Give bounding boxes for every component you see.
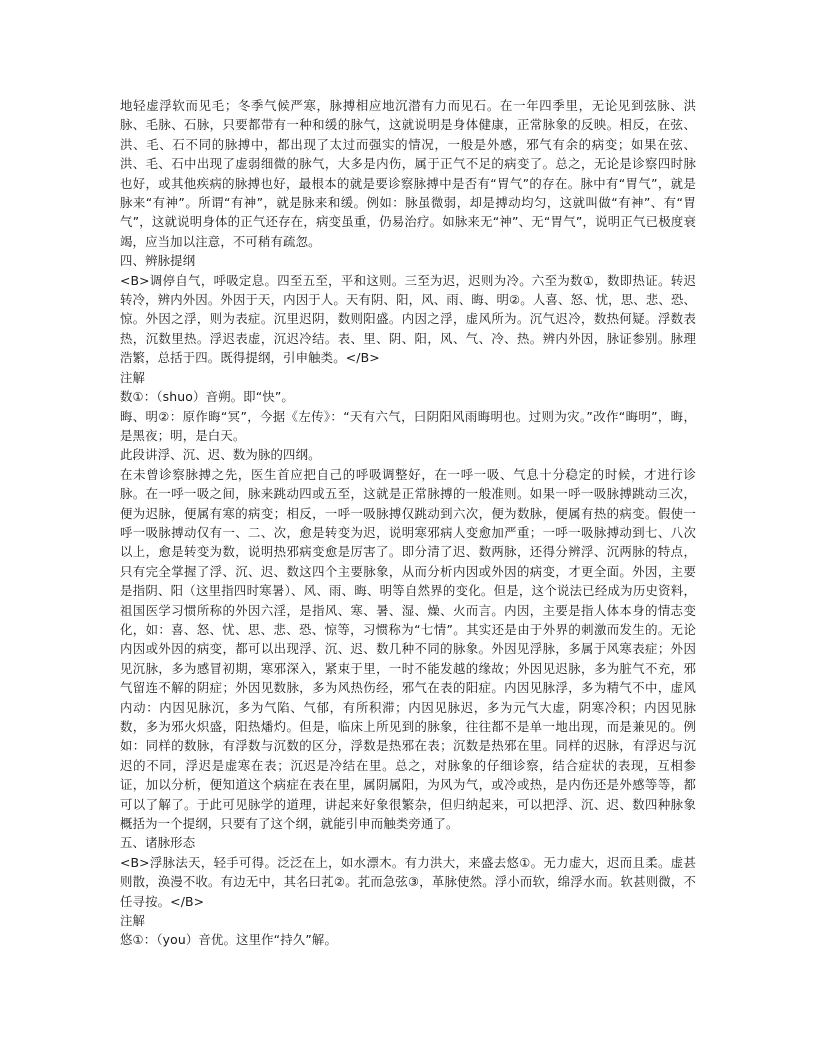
paragraph-continuation: 地轻虚浮软而见毛；冬季气候严寒，脉搏相应地沉潜有力而见石。在一年四季里，无论见到弦脉、洪脉、毛脉、石脉，只要都带有一种和缓的脉气，这就说明是身体健康，正常脉象的反映。相反，在弦、洪、毛、石不同的脉搏中，都出现了太过而强实的情况，一般是外感，邪气有余的病变；如果在弦、洪、毛、石中出现了虚弱细微的脉气，大多是内伤，属于正气不足的病变了。总之，无论是诊察四时脉也好，或其他疾病的脉搏也好，最根本的就是要诊察脉搏中是否有“胃气”的存在。脉中有“胃气”，就是脉来“有神”。所谓“有神”，就是脉来和缓。例如：脉虽微弱，却是搏动均匀，这就叫做“有神”、有“胃气”，这就说明身体的正气还存在，病变虽重，仍易治疗。如脉来无“神”、无“胃气”，说明正气已极度衰竭，应当加以注意，不可稍有疏忽。: [120, 98, 696, 249]
verse-text-1: <B>调停自气，呼吸定息。四至五至，平和这则。三至为迟，迟则为冷。六至为数①，数即热证。转迟转冷，辨内外因。外因于天，内因于人。天有阴、阳，风、雨、晦、明②。人喜、怒、忧，思、悲、恐、惊。外因之浮，则为表症。沉里迟阴，数则阳盛。内因之浮，虚风所为。沉气迟冷，数热何疑。浮数表热，沉数里热。浮迟表虚，沉迟冷结。表、里、阴、阳，风、气、冷、热。辨内外因，脉证参别。脉理浩繁，总括于四。既得提纲，引申触类。</B>: [120, 272, 696, 366]
verse-text-2: <B>浮脉法天，轻手可得。泛泛在上，如水漂木。有力洪大，来盛去悠①。无力虚大，迟而且柔。虚甚则散，涣漫不收。有边无中，其名曰芤②。芤而急弦③，革脉使然。浮小而软，绵浮水而。软甚则微，不任寻按。</B>: [120, 854, 696, 909]
annotation-heading-1: 注解: [120, 369, 146, 385]
document-page: [120, 96, 696, 950]
section-heading-4: 四、辨脉提纲: [120, 253, 196, 269]
annotation-note-3: 悠①：（you）音优。这里作“持久”解。: [120, 932, 337, 948]
annotation-note-1: 数①：（shuo）音朔。即“快”。: [120, 389, 294, 405]
summary-line: 此段讲浮、沉、迟、数为脉的四纲。: [120, 447, 321, 463]
explanation-paragraph: 在未曾诊察脉搏之先，医生首应把自己的呼吸调整好，在一呼一吸、气息十分稳定的时候，才进行诊脉。在一呼一吸之间，脉来跳动四或五至，这就是正常脉搏的一般准则。如果一呼一吸脉搏跳动三次，便为迟脉，便属有寒的病变；相反，一呼一吸脉搏仅跳动到六次，便为数脉，便属有热的病变。假使一呼一吸脉搏动仅有一、二、次，愈是转变为迟，说明寒邪病人变愈加严重；一呼一吸脉搏动到七、八次以上，愈是转变为数，说明热邪病变愈是厉害了。即分清了迟、数两脉，还得分辨浮、沉两脉的特点，只有完全掌握了浮、沉、迟、数这四个主要脉象，从而分析内因或外因的病变，才更全面。外因，主要是指阴、阳（这里指四时寒暑）、风、雨、晦、明等自然界的变化。但是，这个说法已经成为历史资料，祖国医学习惯所称的外因六淫，是指风、寒、暑、湿、燥、火而言。内因，主要是指人体本身的情志变化，如：喜、怒、忧、思、悲、恐、惊等，习惯称为“七情”。其实还是由于外界的刺激而发生的。无论内因或外因的病变，都可以出现浮、沉、迟、数几种不同的脉象。外因见浮脉，多属于风寒表症；外因见沉脉，多为感冒初期，寒邪深入，紧束于里，一时不能发越的缘故；外因见迟脉，多为脏气不充，邪气留连不解的阴症；外因见数脉，多为风热伤经，邪气在表的阳症。内因见脉浮，多为精气不中，虚风内动：内因见脉沉，多为气陷、气郁，有所积滞；内因见脉迟，多为元气大虚，阴寒冷积；内因见脉数，多为邪火炽盛，阳热燔灼。但是，临床上所见到的脉象，往往都不是单一地出现，而是兼见的。例如：同样的数脉，有浮数与沉数的区分，浮数是热邪在表；沉数是热邪在里。同样的迟脉，有浮迟与沉迟的不同，浮迟是虚寒在表；沉迟是冷结在里。总之，对脉象的仔细诊察，结合症状的表现，互相参证，加以分析，便知道这个病症在表在里，属阴属阳，为风为气，或冷或热，是内伤还是外感等等，都可以了解了。于此可见脉学的道理，讲起来好象很繁杂，但归纳起来，可以把浮、沉、迟、数四种脉象概括为一个提纲，只要有了这个纲，就能引申而触类旁通了。: [120, 466, 696, 832]
annotation-heading-2: 注解: [120, 913, 146, 929]
section-heading-5: 五、诸脉形态: [120, 835, 196, 851]
annotation-note-2: 晦、明②：原作晦“冥”，今据《左传》：“天有六气，曰阴阳风雨晦明也。过则为灾。”改作“晦明”，晦，是黑夜；明，是白天。: [120, 408, 696, 443]
